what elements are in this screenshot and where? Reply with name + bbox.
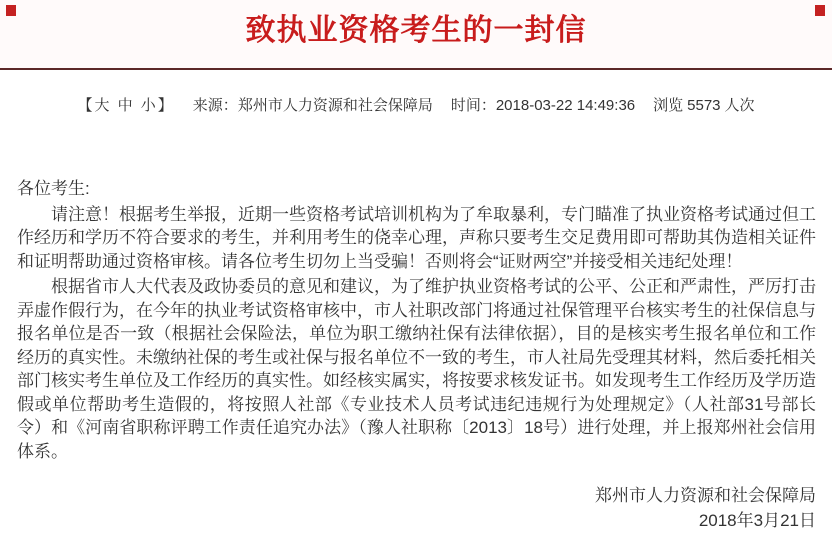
- source-value: 郑州市人力资源和社会保障局: [237, 97, 433, 114]
- time-field: [451, 97, 635, 114]
- letter-body: [0, 177, 832, 533]
- letter-paragraph: 根据省市人大代表及政协委员的意见和建议，为了维护执业资格考试的公平、公正和严肃性，严厉打击弄虚作假行为，在今年的执业考试资格审核中，市人社职改部门将通过社保管理平台核实考生的社保信息与报名单位是否一致（根据社会保险法，单位为职工缴纳社保有法律依据），目的是核实考生报名单位和工作经历的真实性。未缴纳社保的考生或社保与报名单位不一致的考生，市人社局先受理其材料，然后委托相关部门核实考生单位及工作经历的真实性。如经核实属实，将按要求核发证书。如发现考生工作经历及学历造假或单位帮助考生造假的，将按照人社部《专业技术人员考试违纪违规行为处理规定》（人社部31号部长令）和《河南省职称评聘工作责任追究办法》（豫人社职称〔2013〕18号）进行处理，并上报郑州社会信用体系。: [17, 277, 816, 461]
- letter-salutation: 各位考生:: [17, 179, 90, 198]
- views-unit: 人次: [724, 97, 755, 114]
- source-label: 来源：: [192, 97, 238, 114]
- source-field: [193, 97, 433, 114]
- time-value: 2018-03-22 14:49:36: [495, 97, 636, 114]
- letter-paragraph: 请注意！根据考生举报，近期一些资格考试培训机构为了牟取暴利，专门瞄准了执业资格考试通过但工作经历和学历不符合要求的考生，并利用考生的侥幸心理，声称只要考生交足费用即可帮助其伪造相关证件和证明帮助通过资格审核。请各位考生切勿上当受骗！否则将会“证财两空”并接受相关违纪处理！: [17, 204, 816, 271]
- page-title: 致执业资格考生的一封信: [245, 14, 587, 47]
- red-corner-mark-icon: [815, 5, 825, 16]
- font-size-controls[interactable]: 【大 中 小】: [77, 97, 175, 114]
- views-count: 5573: [687, 97, 721, 114]
- article-header: [0, 0, 832, 70]
- views-label: 浏览: [653, 97, 684, 114]
- signature-date: 2018年3月21日: [698, 511, 816, 530]
- signature-block: [17, 483, 816, 533]
- views-field: [653, 97, 754, 114]
- signature-org: 郑州市人力资源和社会保障局: [595, 486, 816, 505]
- article-meta-bar: [0, 94, 832, 115]
- time-label: 时间：: [450, 97, 496, 114]
- red-corner-mark-icon: [6, 5, 16, 16]
